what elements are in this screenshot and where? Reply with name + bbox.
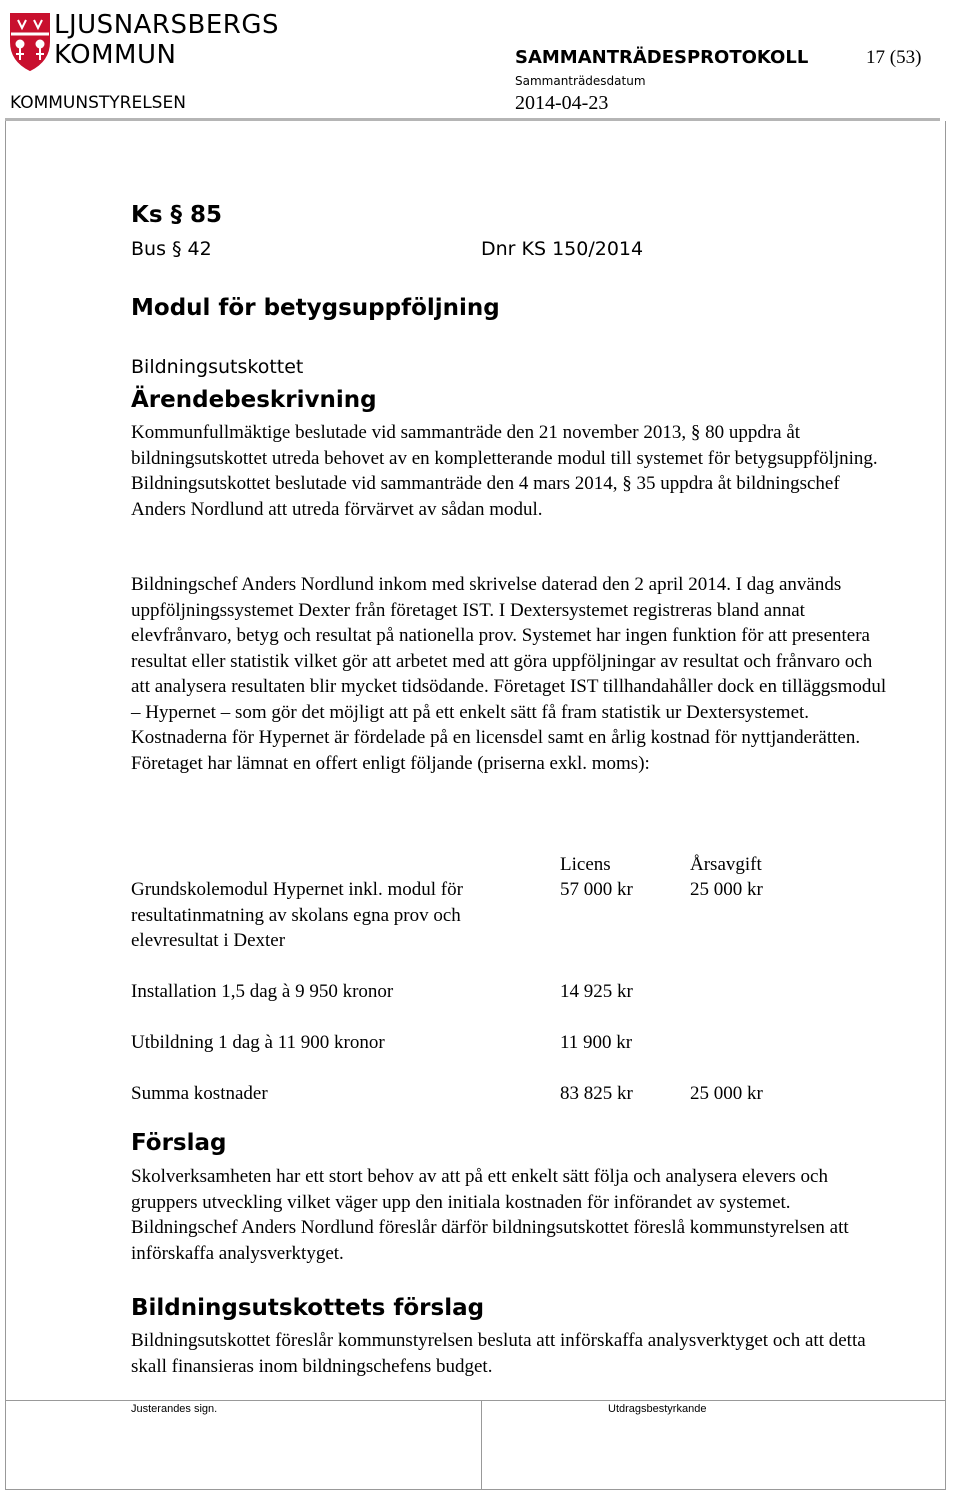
committee-case-number: Bus § 42: [131, 238, 212, 260]
cost-row-licens: 14 925 kr: [560, 981, 633, 1002]
column-header-arsavgift: Årsavgift: [690, 854, 762, 875]
cost-row-licens: 57 000 kr: [560, 879, 633, 900]
page-frame-right: [945, 121, 946, 1490]
logo-text-line1: LJUSNARSBERGS: [54, 10, 279, 40]
document-type: SAMMANTRÄDESPROTOKOLL: [515, 47, 809, 68]
footer-divider: [5, 1400, 945, 1401]
cost-row-label: Grundskolemodul Hypernet inkl. modul för resultatinmatning av skolans egna prov och elevresultat i Dexter: [131, 879, 463, 951]
case-number: Ks § 85: [131, 202, 223, 228]
proposal-heading: Förslag: [131, 1130, 227, 1156]
committee-name: Bildningsutskottet: [131, 356, 304, 378]
signature-label: Justerandes sign.: [131, 1403, 218, 1415]
registration-number: Dnr KS 150/2014: [481, 238, 644, 260]
logo-text-line2: KOMMUN: [54, 40, 177, 70]
cost-total-label: Summa kostnader: [131, 1083, 268, 1104]
footer-column-divider: [481, 1400, 482, 1490]
cost-row-licens: 11 900 kr: [560, 1032, 633, 1053]
cost-total-licens: 83 825 kr: [560, 1083, 633, 1104]
description-heading: Ärendebeskrivning: [131, 387, 377, 413]
board-name: KOMMUNSTYRELSEN: [10, 93, 186, 113]
description-paragraph: Bildningschef Anders Nordlund inkom med skrivelse daterad den 2 april 2014. I dag används uppföljningssystemet Dexter från företaget IST. I Dextersystemet registreras bland annat elevfrånvaro, betyg och resultat på nationella prov. Systemet har ingen funktion för att presentera resultat eller statistik vilket gör att arbetet med att göra uppföljningar av resultat och frånvaro och att analysera resultaten blir mycket tidsödande. Företaget IST tillhandahåller dock en tilläggsmodul – Hypernet – som gör det möjligt att på ett enkelt sätt få fram statistik ur Dextersystemet. Kostnaderna för Hypernet är fördelade på en licensdel samt en årlig kostnad för nyttjanderätten. Företaget har lämnat en offert enligt följande (priserna exkl. moms):: [131, 574, 887, 774]
extract-certification-label: Utdragsbestyrkande: [608, 1403, 707, 1415]
coat-of-arms-icon: [8, 12, 52, 72]
committee-proposal-text: Bildningsutskottet föreslår kommunstyrelsen besluta att införskaffa analysverktyget och att detta skall finansieras inom bildningschefens budget.: [131, 1330, 866, 1377]
cost-row-label: Installation 1,5 dag à 9 950 kronor: [131, 981, 394, 1002]
cost-row-arsavgift: 25 000 kr: [690, 879, 763, 900]
column-header-licens: Licens: [560, 854, 611, 875]
proposal-text: Skolverksamheten har ett stort behov av att på ett enkelt sätt följa och analysera elevers och gruppers utveckling vilket väger upp den initiala kostnaden för införandet av systemet. Bildningschef Anders Nordlund föreslår därför bildningsutskottet föreslå kommunstyrelsen att införskaffa analysverktyget.: [131, 1166, 849, 1264]
committee-proposal-heading: Bildningsutskottets förslag: [131, 1295, 485, 1321]
meeting-date: 2014-04-23: [515, 92, 609, 114]
page-frame-left: [5, 121, 6, 1490]
footer-bottom-border: [5, 1489, 946, 1490]
case-title: Modul för betygsuppföljning: [131, 295, 500, 321]
cost-total-arsavgift: 25 000 kr: [690, 1083, 763, 1104]
description-paragraph: Kommunfullmäktige beslutade vid sammanträde den 21 november 2013, § 80 uppdra åt bildningsutskottet utreda behovet av en kompletterande modul till systemet för betygsuppföljning. Bildningsutskottet beslutade vid sammanträde den 4 mars 2014, § 35 uppdra åt bildningschef Anders Nordlund att utreda förvärvet av sådan modul.: [131, 422, 878, 520]
page-number: 17 (53): [866, 47, 922, 68]
meeting-date-label: Sammanträdesdatum: [515, 74, 646, 88]
cost-row-label: Utbildning 1 dag à 11 900 kronor: [131, 1032, 385, 1053]
header-divider: [5, 118, 940, 121]
